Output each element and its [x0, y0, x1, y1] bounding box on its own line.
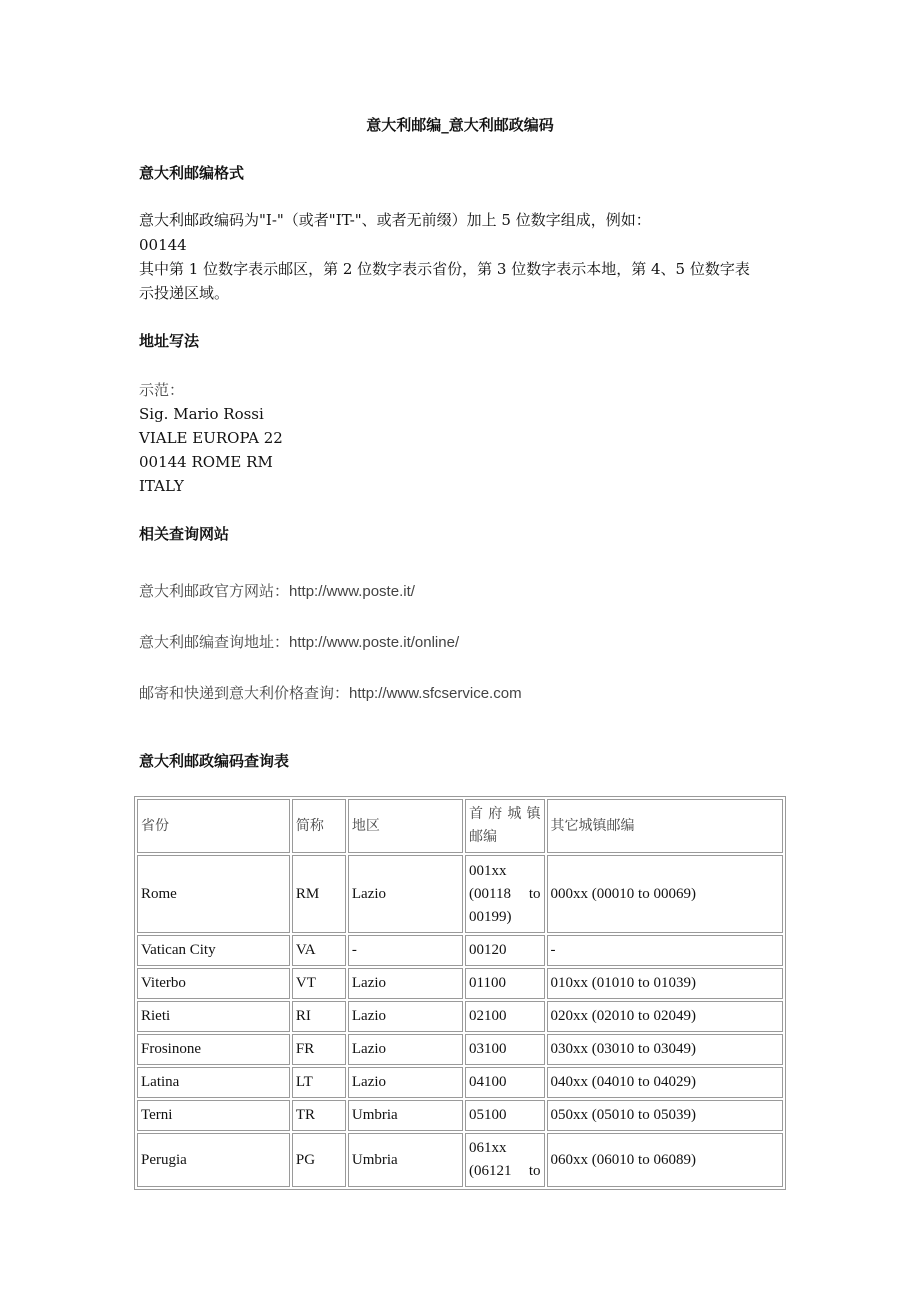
cell-others: 050xx (05010 to 05039) [547, 1100, 783, 1131]
link-url[interactable]: http://www.sfcservice.com [349, 685, 522, 702]
cell-region: Lazio [348, 968, 463, 999]
cell-province: Latina [137, 1067, 290, 1098]
header-capital-line2: 邮编 [469, 829, 498, 845]
link-url[interactable]: http://www.poste.it/online/ [289, 634, 460, 651]
format-line-4: 示投递区域。 [139, 284, 230, 302]
cell-province: Terni [137, 1100, 290, 1131]
capital-line2: (00118 to [469, 885, 541, 902]
table-row [137, 1100, 783, 1131]
cell-abbr: VA [292, 935, 346, 966]
cell-others: - [547, 935, 783, 966]
cell-abbr: RI [292, 1001, 346, 1032]
cell-others: 000xx (00010 to 00069) [547, 855, 783, 933]
header-others: 其它城镇邮编 [547, 799, 783, 853]
address-line-street: VIALE EUROPA 22 [139, 429, 283, 447]
cell-capital [465, 1133, 544, 1187]
table-row [137, 1067, 783, 1098]
heading-links: 相关查询网站 [139, 525, 230, 543]
cell-abbr: LT [292, 1067, 346, 1098]
capital-line2: (06121 to [469, 1163, 541, 1179]
cell-region: Umbria [348, 1133, 463, 1187]
table-row [137, 1034, 783, 1065]
cell-abbr: RM [292, 855, 346, 933]
address-sample-label: 示范： [139, 381, 185, 399]
cell-capital [465, 855, 544, 933]
table-row [137, 1001, 783, 1032]
capital-line1: 061xx [469, 1140, 507, 1156]
link-poste-online[interactable] [139, 631, 459, 652]
cell-abbr: FR [292, 1034, 346, 1065]
cell-region: Umbria [348, 1100, 463, 1131]
format-line-3: 其中第 1 位数字表示邮区，第 2 位数字表示省份，第 3 位数字表示本地，第 4、5 位数字表 [139, 260, 750, 278]
header-capital-line1: 首 府 城 镇 [469, 806, 541, 822]
header-capital [465, 799, 544, 853]
link-url[interactable]: http://www.poste.it/ [289, 583, 415, 600]
format-example: 00144 [139, 236, 187, 254]
link-sfcservice[interactable] [139, 682, 522, 703]
capital-line3: 00199) [469, 908, 512, 925]
postcode-table [134, 796, 786, 1190]
link-label: 意大利邮编查询地址： [139, 633, 290, 651]
cell-province: Rome [137, 855, 290, 933]
cell-capital: 00120 [465, 935, 544, 966]
cell-others: 020xx (02010 to 02049) [547, 1001, 783, 1032]
cell-region: Lazio [348, 1067, 463, 1098]
cell-abbr: VT [292, 968, 346, 999]
address-line-country: ITALY [139, 477, 184, 495]
capital-line1: 001xx [469, 862, 507, 879]
cell-region: Lazio [348, 1001, 463, 1032]
link-label: 意大利邮政官方网站： [139, 582, 290, 600]
cell-capital: 01100 [465, 968, 544, 999]
table-row [137, 935, 783, 966]
cell-capital: 04100 [465, 1067, 544, 1098]
format-line-1: 意大利邮政编码为"I-"（或者"IT-"、或者无前缀）加上 5 位数字组成，例如： [139, 211, 651, 229]
address-line-name: Sig. Mario Rossi [139, 405, 264, 423]
heading-format: 意大利邮编格式 [139, 164, 245, 182]
link-poste-official[interactable] [139, 580, 415, 601]
cell-abbr: TR [292, 1100, 346, 1131]
table-row [137, 968, 783, 999]
cell-province: Vatican City [137, 935, 290, 966]
cell-others: 060xx (06010 to 06089) [547, 1133, 783, 1187]
header-province: 省份 [137, 799, 290, 853]
address-line-city: 00144 ROME RM [139, 453, 273, 471]
cell-province: Rieti [137, 1001, 290, 1032]
cell-capital: 05100 [465, 1100, 544, 1131]
cell-capital: 03100 [465, 1034, 544, 1065]
table-row [137, 855, 783, 933]
page-title: 意大利邮编_意大利邮政编码 [366, 116, 554, 134]
cell-capital: 02100 [465, 1001, 544, 1032]
cell-region: Lazio [348, 855, 463, 933]
cell-others: 010xx (01010 to 01039) [547, 968, 783, 999]
cell-others: 040xx (04010 to 04029) [547, 1067, 783, 1098]
header-abbr: 简称 [292, 799, 346, 853]
table-row [137, 1133, 783, 1187]
cell-abbr: PG [292, 1133, 346, 1187]
heading-table: 意大利邮政编码查询表 [139, 752, 290, 770]
cell-region: Lazio [348, 1034, 463, 1065]
cell-region: - [348, 935, 463, 966]
cell-province: Frosinone [137, 1034, 290, 1065]
cell-province: Perugia [137, 1133, 290, 1187]
heading-address: 地址写法 [139, 332, 200, 350]
table-header-row [137, 799, 783, 853]
cell-province: Viterbo [137, 968, 290, 999]
header-region: 地区 [348, 799, 463, 853]
link-label: 邮寄和快递到意大利价格查询： [139, 684, 350, 702]
cell-others: 030xx (03010 to 03049) [547, 1034, 783, 1065]
